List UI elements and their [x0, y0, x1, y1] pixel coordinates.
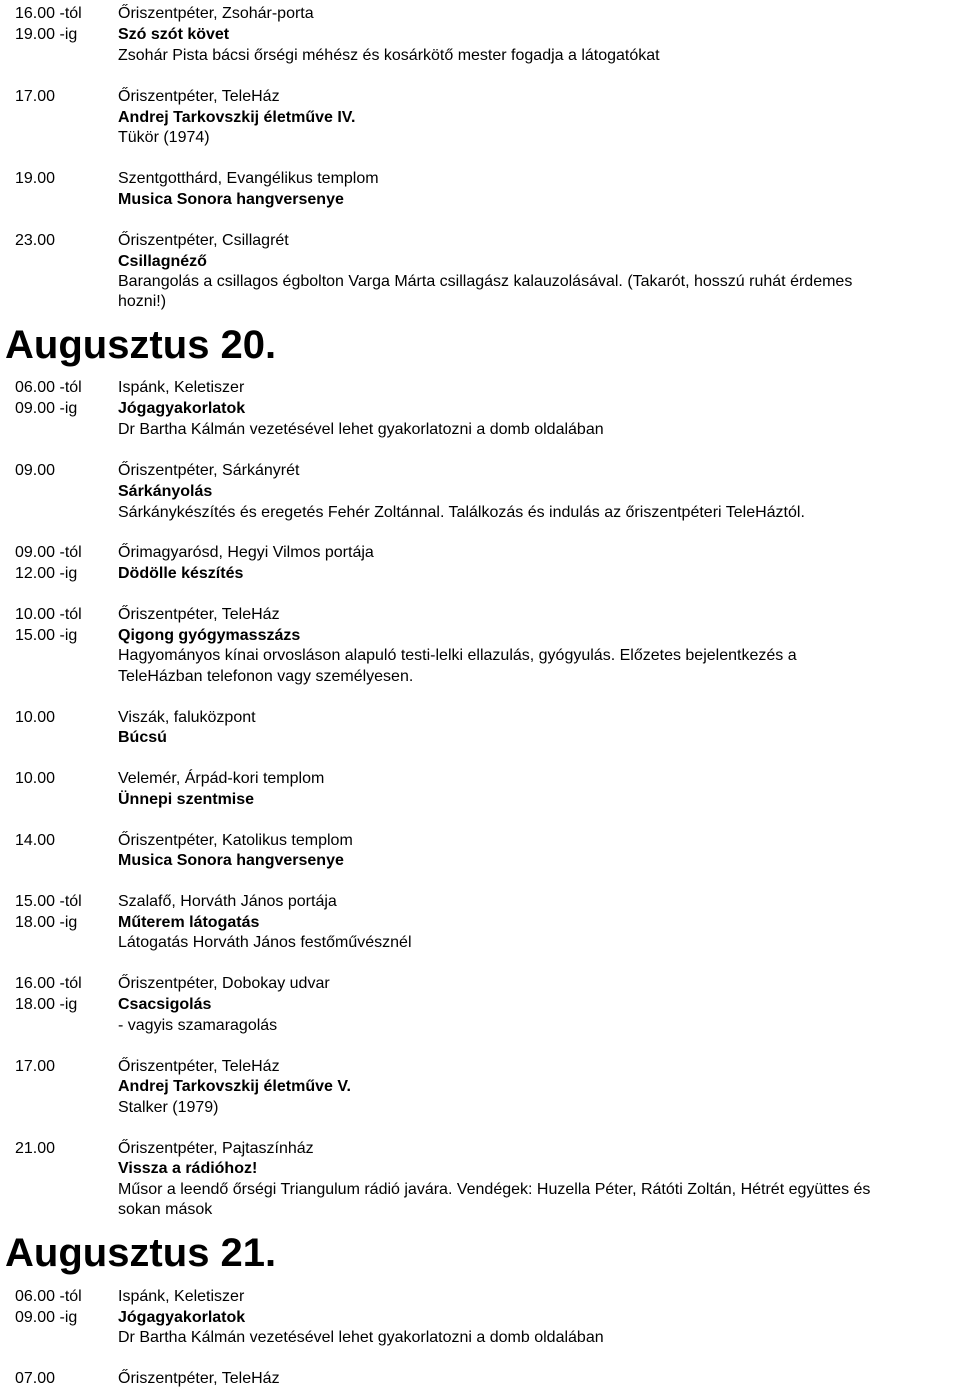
- program-line: [0, 1179, 960, 1200]
- event-description: Tükör (1974): [118, 129, 210, 146]
- event-location: Ispánk, Keletiszer: [118, 379, 245, 396]
- event-title: Ünnepi szentmise: [118, 791, 255, 808]
- event-time: 09.00 -ig: [15, 1309, 78, 1326]
- event-title: Andrej Tarkovszkij életműve V.: [118, 1078, 351, 1095]
- program-line: [0, 542, 960, 563]
- program-line: [0, 973, 960, 994]
- event-description: Látogatás Horváth János festőművésznél: [118, 934, 412, 951]
- program-line: [0, 460, 960, 481]
- event-time: 09.00 -ig: [15, 400, 78, 417]
- event-description: Dr Bartha Kálmán vezetésével lehet gyakorlatozni a domb oldalában: [118, 1329, 604, 1346]
- event-time: 17.00: [15, 1058, 56, 1075]
- event-title: Vissza a rádióhoz!: [118, 1160, 258, 1177]
- event-description: Dr Bartha Kálmán vezetésével lehet gyakorlatozni a domb oldalában: [118, 421, 604, 438]
- program-line: [0, 1138, 960, 1159]
- program-line: [0, 625, 960, 646]
- program-line: [0, 1076, 960, 1097]
- event-location: Őriszentpéter, Zsohár-porta: [118, 5, 314, 22]
- program-line: [0, 789, 960, 810]
- program-line: [0, 3, 960, 24]
- event-location: Velemér, Árpád-kori templom: [118, 770, 325, 787]
- event-time: 06.00 -tól: [15, 379, 82, 396]
- program-line: [0, 912, 960, 933]
- event-location: Őriszentpéter, Katolikus templom: [118, 832, 353, 849]
- event-description: sokan mások: [118, 1201, 213, 1218]
- event-description: Műsor a leendő őrségi Triangulum rádió javára. Vendégek: Huzella Péter, Rátóti Zoltán, Hétrét együttes és: [118, 1181, 871, 1198]
- program-line: [0, 666, 960, 687]
- event-title: Sárkányolás: [118, 483, 213, 500]
- event-title: Andrej Tarkovszkij életműve IV.: [118, 109, 356, 126]
- event-location: Őriszentpéter, TeleHáz: [118, 1370, 280, 1387]
- program-line: [0, 932, 960, 953]
- program-line: [0, 1286, 960, 1307]
- event-time: 10.00: [15, 770, 56, 787]
- event-time: 14.00: [15, 832, 56, 849]
- program-line: [0, 1158, 960, 1179]
- event-time: 07.00: [15, 1370, 56, 1387]
- program-line: [0, 1368, 960, 1389]
- program-line: [0, 377, 960, 398]
- event-title: Csacsigolás: [118, 996, 212, 1013]
- event-description: Stalker (1979): [118, 1099, 219, 1116]
- program-line: [0, 1199, 960, 1220]
- event-title: Qigong gyógymasszázs: [118, 627, 301, 644]
- event-description: Hagyományos kínai orvosláson alapuló testi-lelki ellazulás, gyógyulás. Előzetes bejelentkezés a: [118, 647, 797, 664]
- event-time: 18.00 -ig: [15, 914, 78, 931]
- event-description: Sárkánykészítés és eregetés Fehér Zoltánnal. Találkozás és indulás az őriszentpéteri TeleHáztól.: [118, 504, 805, 521]
- program-line: [0, 1327, 960, 1348]
- program-line: [0, 398, 960, 419]
- event-time: 17.00: [15, 88, 56, 105]
- event-location: Őriszentpéter, TeleHáz: [118, 1058, 280, 1075]
- program-line: [0, 271, 960, 292]
- event-title: Dödölle készítés: [118, 565, 244, 582]
- event-description: TeleHázban telefonon vagy személyesen.: [118, 668, 414, 685]
- program-line: [0, 45, 960, 66]
- program-line: [0, 707, 960, 728]
- program-line: [0, 850, 960, 871]
- event-location: Viszák, faluközpont: [118, 709, 256, 726]
- event-location: Őrimagyarósd, Hegyi Vilmos portája: [118, 544, 374, 561]
- event-title: Musica Sonora hangversenye: [118, 191, 344, 208]
- program-line: [0, 419, 960, 440]
- program-line: [0, 727, 960, 748]
- event-location: Őriszentpéter, Csillagrét: [118, 232, 289, 249]
- event-description: - vagyis szamaragolás: [118, 1017, 278, 1034]
- program-line: [0, 86, 960, 107]
- event-time: 12.00 -ig: [15, 565, 78, 582]
- program-line: [0, 1307, 960, 1328]
- program-line: [0, 563, 960, 584]
- program-line: [0, 994, 960, 1015]
- day-heading: Augusztus 20.: [5, 323, 277, 367]
- event-time: 21.00: [15, 1140, 56, 1157]
- event-location: Őriszentpéter, Pajtaszínház: [118, 1140, 314, 1157]
- program-line: [0, 1056, 960, 1077]
- event-description: Zsohár Pista bácsi őrségi méhész és kosárkötő mester fogadja a látogatókat: [118, 47, 660, 64]
- event-time: 16.00 -tól: [15, 975, 82, 992]
- program-line: [0, 1097, 960, 1118]
- program-line: [0, 481, 960, 502]
- event-title: Műterem látogatás: [118, 914, 260, 931]
- program-line: [0, 768, 960, 789]
- program-line: [0, 891, 960, 912]
- event-time: 10.00 -tól: [15, 606, 82, 623]
- event-location: Őriszentpéter, TeleHáz: [118, 606, 280, 623]
- event-location: Őriszentpéter, Sárkányrét: [118, 462, 300, 479]
- program-line: [0, 107, 960, 128]
- program-line: [0, 291, 960, 312]
- program-line: [0, 251, 960, 272]
- program-line: [0, 168, 960, 189]
- day-heading: Augusztus 21.: [5, 1231, 277, 1275]
- event-time: 09.00 -tól: [15, 544, 82, 561]
- event-title: Csillagnéző: [118, 253, 207, 270]
- event-time: 15.00 -tól: [15, 893, 82, 910]
- event-time: 18.00 -ig: [15, 996, 78, 1013]
- program-line: [0, 230, 960, 251]
- event-description: Barangolás a csillagos égbolton Varga Márta csillagász kalauzolásával. (Takarót, hosszú ruhát érdemes: [118, 273, 853, 290]
- event-location: Szalafő, Horváth János portája: [118, 893, 337, 910]
- event-location: Szentgotthárd, Evangélikus templom: [118, 170, 379, 187]
- event-time: 09.00: [15, 462, 56, 479]
- program-line: [0, 604, 960, 625]
- event-time: 16.00 -tól: [15, 5, 82, 22]
- event-title: Búcsú: [118, 729, 167, 746]
- event-title: Musica Sonora hangversenye: [118, 852, 344, 869]
- program-line: [0, 1015, 960, 1036]
- event-title: Jógagyakorlatok: [118, 1309, 246, 1326]
- program-line: [0, 830, 960, 851]
- event-location: Őriszentpéter, Dobokay udvar: [118, 975, 330, 992]
- program-line: [0, 127, 960, 148]
- event-time: 19.00: [15, 170, 56, 187]
- event-location: Őriszentpéter, TeleHáz: [118, 88, 280, 105]
- event-time: 23.00: [15, 232, 56, 249]
- event-title: Szó szót követ: [118, 26, 230, 43]
- event-time: 19.00 -ig: [15, 26, 78, 43]
- event-title: Jógagyakorlatok: [118, 400, 246, 417]
- event-location: Ispánk, Keletiszer: [118, 1288, 245, 1305]
- event-time: 15.00 -ig: [15, 627, 78, 644]
- program-line: [0, 645, 960, 666]
- event-time: 10.00: [15, 709, 56, 726]
- event-description: hozni!): [118, 293, 167, 310]
- event-time: 06.00 -tól: [15, 1288, 82, 1305]
- program-line: [0, 502, 960, 523]
- program-line: [0, 189, 960, 210]
- program-line: [0, 24, 960, 45]
